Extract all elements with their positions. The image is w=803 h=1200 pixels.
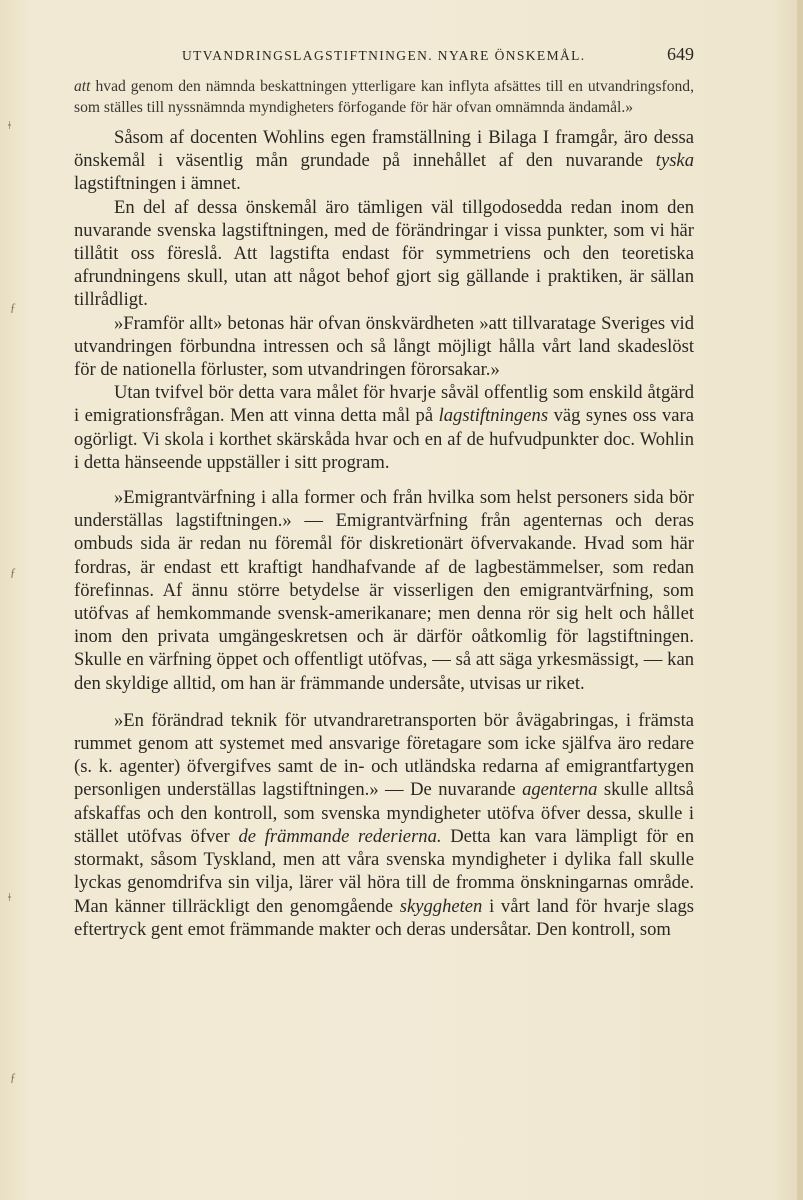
paragraph-4-emphasis: lagstiftningens <box>438 405 549 427</box>
paragraph-6-text-c: Detta kan vara lämpligt för en stormakt, såsom Tyskland, men att våra svenska myndigheter i dylika fall skulle lyckas genomdrifva sin vilja, lärer väl höra till de fromma önskningarnas område. Man känner tillräckligt den genomgående <box>74 825 694 917</box>
paragraph-6-emphasis-3: skyggheten <box>399 895 483 917</box>
scanned-page: ǂ ƒ ƒ ǂ ƒ UTVANDRINGSLAGSTIFTNINGEN. NYARE ÖNSKEMÅL. 649 att hvad genom den nämnda beskattningen ytterligare kan inflyta afsättes till en utvandringsfond, som ställes till nyssnämnda myndigheters förfogande för här ofvan omnämnda ändamål.» Såsom af docenten Wohlins egen framställning i Bilaga I framgår, äro dessa önskemål i väsentlig mån grundade på innehållet af den nuvarande tyska lagstiftningen i ämnet. En del af dessa önskemål äro tämligen väl tillgodosedda redan inom den nuvarande svenska lagstiftningen, med de förändringar i vissa punkter, som vi här tillåtit oss föreslå. Att lagstifta endast för symmetriens och den teoretiska afrundningens skull, utan att något behof gjort sig gällande i praktiken, är sällan tillrådligt. »Framför allt» betonas här ofvan önskvärdheten »att tillvaratage Sveriges vid utvandringen förbundna intressen och så långt möjligt hålla vårt land skadeslöst för de nationella förluster, som utvandringen förorsakar.» Utan tvifvel bör detta vara målet för hvarje såväl offentlig som enskild åtgärd i emigrationsfrågan. Men att vinna detta mål på lagstiftningens väg synes oss vara ogörligt. Vi skola i korthet skärskåda hvar och en af de hufvudpunkter doc. Wohlin i detta hänseende uppställer i sitt program. »Emigrantvärfning i alla former och från hvilka som helst personers sida bör underställas lagstiftningen.» — Emigrantvärfning från agenternas och deras ombuds sida är redan nu föremål för diskretionärt öfvervakande. Hvad som här fordras, är endast ett kraftigt handhafvande af de lagbestämmelser, som redan förefinnas. Af ännu större betydelse är visserligen den emigrantvärfning, som utöfvas af hemkommande svensk-amerikanare; men denna rör sig helt och hållet inom den privata umgängeskretsen och är därför oåtkomlig för lagstiftningen. Skulle en värfning öppet och offentligt utöfvas, — så att säga yrkesmässigt, — kan den skyldige alltid, om han är främmande undersåte, utvisas ur riket. »En förändrad teknik för utvandraretransporten bör åvägabringas, i främsta rummet genom att systemet med ansvarige företagare som icke själfva äro redare (s. k. agenter) öfvergifves samt de in- och utländska redarna af emigrantfartygen personligen underställas lagstiftningen.» — De nuvarande agenterna skulle alltså afskaffas och den kontroll, som svenska myndigheter utöfva öfver dessa, skulle i stället utöfvas öfver de främmande rederierna. Detta kan vara lämpligt för en stormakt, såsom Tyskland, men att våra svenska myndigheter i dylika fall skulle lyckas genomdrifva sin vilja, lärer väl höra till de fromma önskningarnas område. Man känner tillräckligt den genomgående skyggheten i vårt land för hvarje slags eftertryck gent emot främmande makter och deras undersåtar. Den kontroll, som <box>0 0 803 1200</box>
paragraph-4-text-a: Utan tvifvel bör detta vara målet för hvarje såväl offentlig som enskild åtgärd i emigrationsfrågan. Men att vinna detta mål på <box>74 382 694 427</box>
page-text <box>74 76 694 941</box>
paragraph-2: En del af dessa önskemål äro tämligen väl tillgodosedda redan inom den nuvarande svenska lagstiftningen, med de förändringar i vissa punkter, som vi här tillåtit oss föreslå. Att lagstifta endast för symmetriens och den teoretiska afrundningens skull, utan att något behof gjort sig gällande i praktiken, är sällan tillrådligt. <box>74 196 694 311</box>
paragraph-4-text-b: väg synes oss vara ogörligt. Vi skola i korthet skärskåda hvar och en af de hufvudpunkter doc. Wohlin i detta hänseende uppställer i sitt program. <box>74 405 694 473</box>
quote-continuation <box>74 76 694 118</box>
quote-text: hvad genom den nämnda beskattningen ytterligare kan inflyta afsättes till en utvandringsfond, som ställes till nyssnämnda myndigheters förfogande för här ofvan omnämnda ändamål.» <box>74 78 694 116</box>
paragraph-1-text-a: Såsom af docenten Wohlins egen framställning i Bilaga I framgår, äro dessa önskemål i väsentlig mån grundade på innehållet af den nuvarande <box>74 127 694 172</box>
paragraph-4 <box>74 381 694 474</box>
paragraph-6-emphasis-2: de främmande rederierna. <box>238 825 442 847</box>
paragraph-1-emphasis: tyska <box>655 150 694 172</box>
page-edge <box>797 0 803 1200</box>
running-title: UTVANDRINGSLAGSTIFTNINGEN. NYARE ÖNSKEMÅL. <box>182 48 586 63</box>
paragraph-6-text-b: skulle alltså afskaffas och den kontroll, som svenska myndigheter utöfva öfver dessa, skulle i stället utöfvas öfver <box>74 779 695 847</box>
page-number: 649 <box>667 44 694 64</box>
paragraph-1-text-b: lagstiftningen i ämnet. <box>74 173 241 195</box>
paragraph-6-text-d: i vårt land för hvarje slags eftertryck gent emot främmande makter och deras undersåtar. Den kontroll, som <box>74 895 694 940</box>
paragraph-6-text-a: »En förändrad teknik för utvandraretransporten bör åvägabringas, i främsta rummet genom att systemet med ansvarige företagare som icke själfva äro redare (s. k. agenter) öfvergifves samt de in- och utländska redarna af emigrantfartygen personligen underställas lagstiftningen.» — De nuvarande <box>74 709 694 801</box>
paragraph-5: »Emigrantvärfning i alla former och från hvilka som helst personers sida bör underställas lagstiftningen.» — Emigrantvärfning från agenternas och deras ombuds sida är redan nu föremål för diskretionärt öfvervakande. Hvad som här fordras, är endast ett kraftigt handhafvande af de lagbestämmelser, som redan förefinnas. Af ännu större betydelse är visserligen den emigrantvärfning, som utöfvas af hemkommande svensk-amerikanare; men denna rör sig helt och hållet inom den privata umgängeskretsen och är därför oåtkomlig för lagstiftningen. Skulle en värfning öppet och offentligt utöfvas, — så att säga yrkesmässigt, — kan den skyldige alltid, om han är främmande undersåte, utvisas ur riket. <box>74 487 694 694</box>
paragraph-3: »Framför allt» betonas här ofvan önskvärdheten »att tillvaratage Sveriges vid utvandringen förbundna intressen och så långt möjligt hålla vårt land skadeslöst för de nationella förluster, som utvandringen förorsakar.» <box>74 312 694 381</box>
quote-lead-italic: att <box>74 78 91 95</box>
paragraph-6-emphasis-1: agenterna <box>522 779 598 801</box>
paragraph-6 <box>74 709 694 941</box>
paragraph-1 <box>74 126 694 196</box>
